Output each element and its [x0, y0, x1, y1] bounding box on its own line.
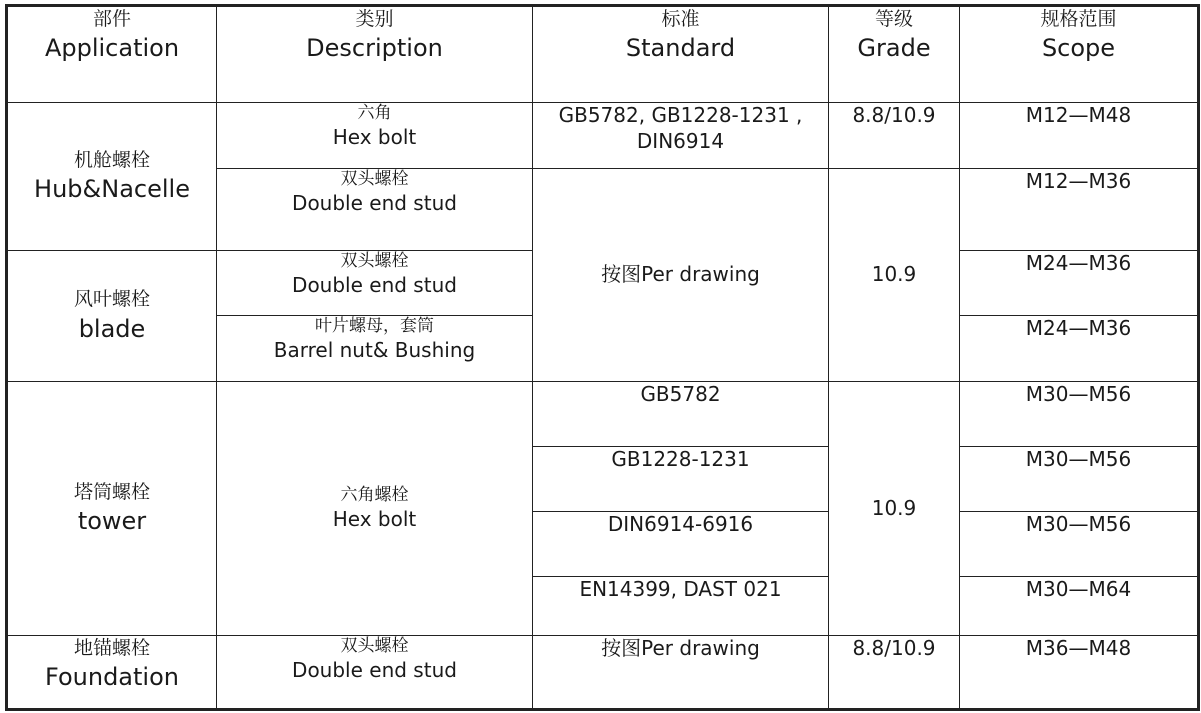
header-row	[7, 6, 1199, 103]
table-row	[7, 636, 1199, 710]
description-hex: 六角 Hex bolt	[217, 103, 533, 169]
description-hex-bolt: 六角螺栓 Hex bolt	[217, 382, 533, 636]
header-scope: 规格范围 Scope	[960, 6, 1199, 103]
standard-cell: EN14399, DAST 021	[533, 577, 829, 636]
scope-cell: M30—M56	[960, 447, 1199, 512]
application-hub-nacelle: 机舱螺栓 Hub&Nacelle	[7, 103, 217, 251]
standard-cell: GB1228-1231	[533, 447, 829, 512]
description-double-end-stud: 双头螺栓 Double end stud	[217, 169, 533, 251]
scope-cell: M30—M56	[960, 512, 1199, 577]
application-blade: 风叶螺栓 blade	[7, 251, 217, 382]
header-application: 部件 Application	[7, 6, 217, 103]
grade-merged: 10.9	[829, 169, 960, 382]
scope-cell: M30—M64	[960, 577, 1199, 636]
grade-merged: 10.9	[829, 382, 960, 636]
description-double-end-stud: 双头螺栓 Double end stud	[217, 251, 533, 316]
standard-cell: 按图Per drawing	[533, 636, 829, 710]
table-row	[7, 103, 1199, 169]
description-barrel-nut-bushing: 叶片螺母，套筒 Barrel nut& Bushing	[217, 316, 533, 382]
scope-cell: M24—M36	[960, 316, 1199, 382]
header-description: 类别 Description	[217, 6, 533, 103]
description-double-end-stud: 双头螺栓 Double end stud	[217, 636, 533, 710]
standard-per-drawing: 按图Per drawing	[533, 169, 829, 382]
standard-cell: GB5782, GB1228-1231 , DIN6914	[533, 103, 829, 169]
scope-cell: M30—M56	[960, 382, 1199, 447]
scope-cell: M12—M36	[960, 169, 1199, 251]
scope-cell: M36—M48	[960, 636, 1199, 710]
header-grade: 等级 Grade	[829, 6, 960, 103]
grade-cell: 8.8/10.9	[829, 103, 960, 169]
standard-cell: GB5782	[533, 382, 829, 447]
application-foundation: 地锚螺栓 Foundation	[7, 636, 217, 710]
application-tower: 塔筒螺栓 tower	[7, 382, 217, 636]
scope-cell: M12—M48	[960, 103, 1199, 169]
scope-cell: M24—M36	[960, 251, 1199, 316]
header-standard: 标准 Standard	[533, 6, 829, 103]
bolt-spec-table	[5, 4, 1200, 711]
standard-cell: DIN6914-6916	[533, 512, 829, 577]
grade-cell: 8.8/10.9	[829, 636, 960, 710]
table-row	[7, 382, 1199, 447]
